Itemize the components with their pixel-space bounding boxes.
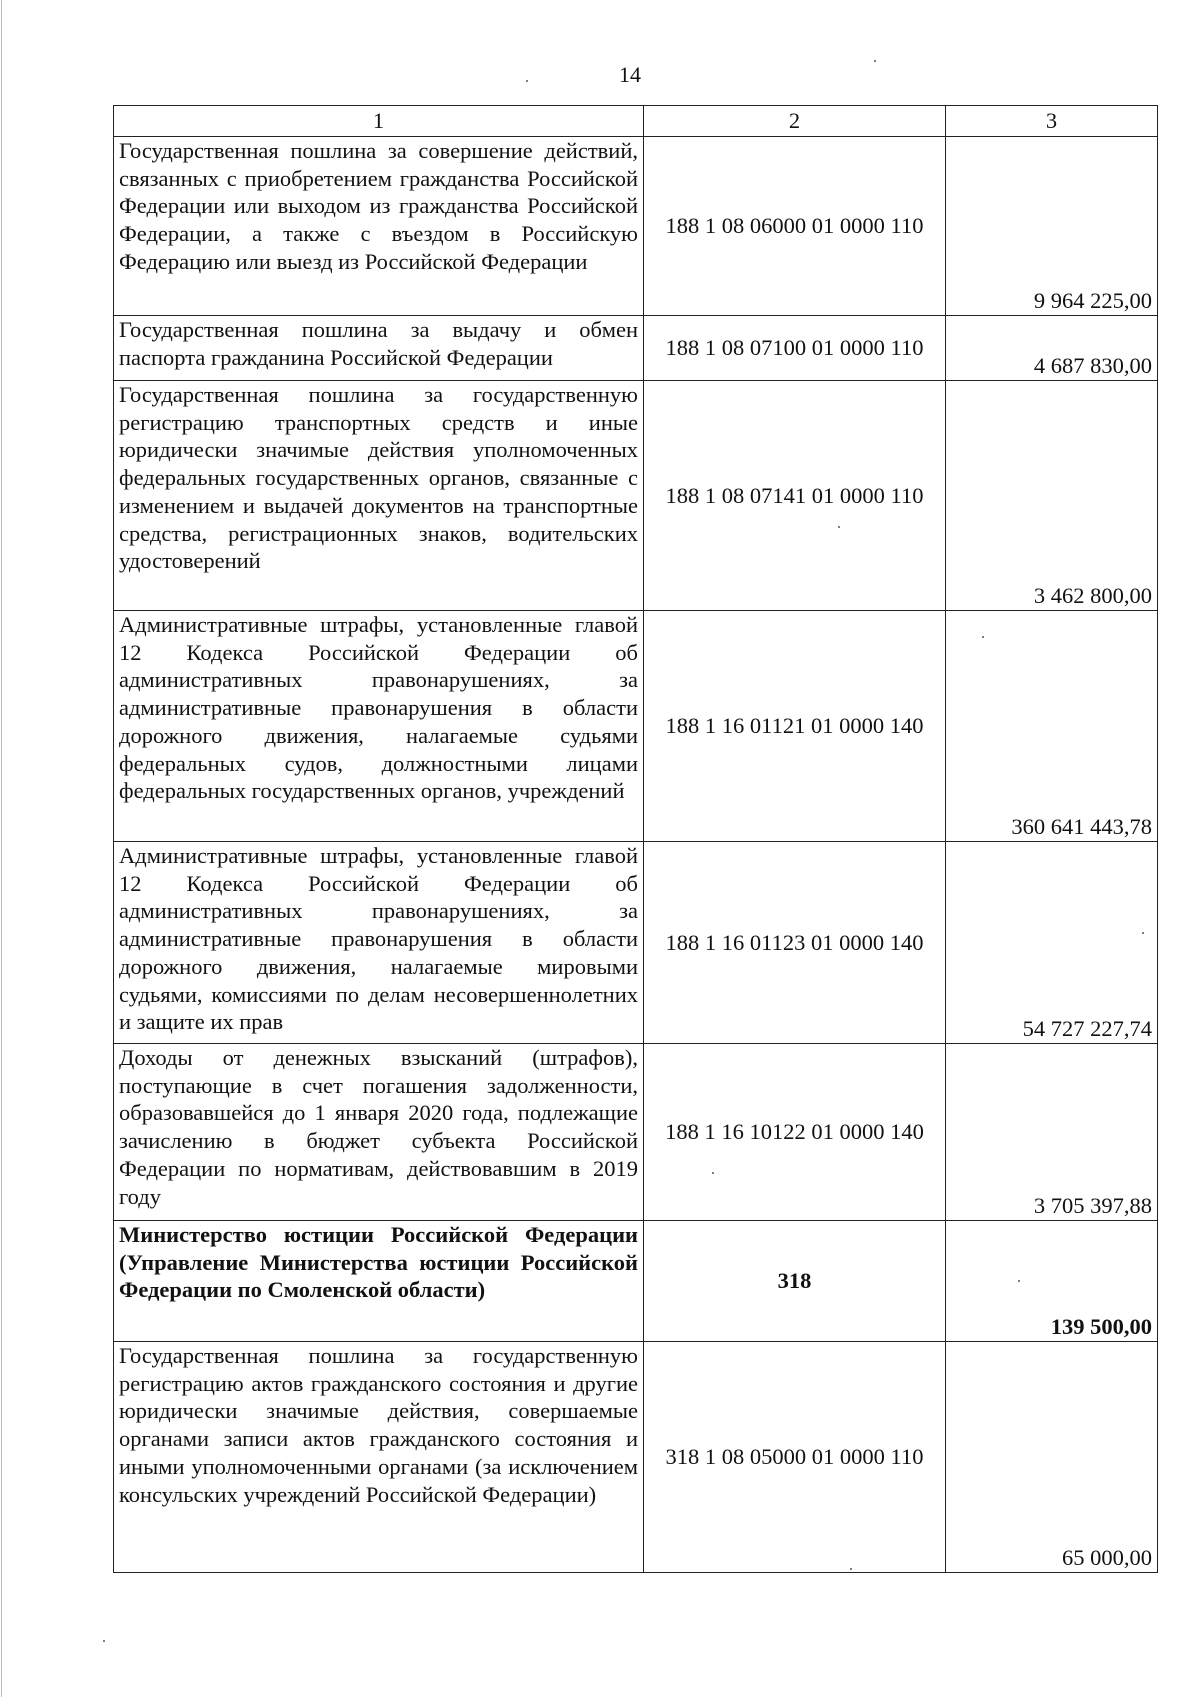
- scan-edge-line: [1, 0, 2, 1697]
- row-code: 188 1 16 10122 01 0000 140: [644, 1044, 946, 1221]
- row-name: Государственная пошлина за совершение действий, связанных с приобретением гражданства Российской Федерации или выходом из гражданства Российской Федерации, а также с въездом в Российскую Федерацию или выезд из Российской Федерации: [114, 137, 644, 316]
- row-amount: 139 500,00: [946, 1221, 1158, 1342]
- row-code: 188 1 08 07141 01 0000 110: [644, 381, 946, 611]
- row-amount: 3 705 397,88: [946, 1044, 1158, 1221]
- row-amount: 65 000,00: [946, 1342, 1158, 1573]
- row-name: Министерство юстиции Российской Федерации (Управление Министерства юстиции Российской Федерации по Смоленской области): [114, 1221, 644, 1342]
- row-amount: 4 687 830,00: [946, 316, 1158, 381]
- row-name: Административные штрафы, установленные главой 12 Кодекса Российской Федерации об административных правонарушениях, за административные правонарушения в области дорожного движения, налагаемые мировыми судьями, комиссиями по делам несовершеннолетних и защите их прав: [114, 842, 644, 1044]
- row-code: 188 1 08 07100 01 0000 110: [644, 316, 946, 381]
- scan-speck: [838, 526, 840, 528]
- revenue-table: [113, 105, 1158, 1573]
- table-row: [114, 381, 1158, 611]
- table-row: [114, 316, 1158, 381]
- row-amount: 3 462 800,00: [946, 381, 1158, 611]
- scan-speck: [712, 1172, 714, 1174]
- row-amount: 54 727 227,74: [946, 842, 1158, 1044]
- table-row: [114, 842, 1158, 1044]
- scan-speck: [982, 636, 984, 638]
- row-amount: 9 964 225,00: [946, 137, 1158, 316]
- scan-speck: [1142, 932, 1144, 934]
- header-row: [114, 106, 1158, 137]
- row-code: 318: [644, 1221, 946, 1342]
- table-row-ministry: [114, 1221, 1158, 1342]
- row-name: Государственная пошлина за выдачу и обмен паспорта гражданина Российской Федерации: [114, 316, 644, 381]
- header-col-2: 2: [644, 106, 946, 137]
- row-name: Государственная пошлина за государственную регистрацию транспортных средств и иные юридически значимые действия уполномоченных федеральных государственных органов, связанные с изменением и выдачей документов на транспортные средства, регистрационных знаков, водительских удостоверений: [114, 381, 644, 611]
- row-code: 188 1 08 06000 01 0000 110: [644, 137, 946, 316]
- scan-speck: [1018, 1280, 1020, 1282]
- header-col-3: 3: [946, 106, 1158, 137]
- row-code: 188 1 16 01121 01 0000 140: [644, 611, 946, 842]
- page-number: 14: [619, 62, 641, 87]
- row-name: Доходы от денежных взысканий (штрафов), поступающие в счет погашения задолженности, образовавшейся до 1 января 2020 года, подлежащие зачислению в бюджет субъекта Российской Федерации по нормативам, действовавшим в 2019 году: [114, 1044, 644, 1221]
- row-name: Государственная пошлина за государственную регистрацию актов гражданского состояния и другие юридически значимые действия, совершаемые органами записи актов гражданского состояния и иными уполномоченными органами (за исключением консульских учреждений Российской Федерации): [114, 1342, 644, 1573]
- scan-speck: [874, 60, 876, 62]
- table-row: [114, 611, 1158, 842]
- table-row: [114, 1342, 1158, 1573]
- scan-speck: [850, 1568, 852, 1570]
- row-amount: 360 641 443,78: [946, 611, 1158, 842]
- scan-speck: [103, 1640, 105, 1642]
- row-name: Административные штрафы, установленные главой 12 Кодекса Российской Федерации об административных правонарушениях, за административные правонарушения в области дорожного движения, налагаемые судьями федеральных судов, должностными лицами федеральных государственных органов, учреждений: [114, 611, 644, 842]
- row-code: 318 1 08 05000 01 0000 110: [644, 1342, 946, 1573]
- row-code: 188 1 16 01123 01 0000 140: [644, 842, 946, 1044]
- header-col-1: 1: [114, 106, 644, 137]
- table-row: [114, 1044, 1158, 1221]
- scan-speck: [526, 80, 528, 82]
- table-row: [114, 137, 1158, 316]
